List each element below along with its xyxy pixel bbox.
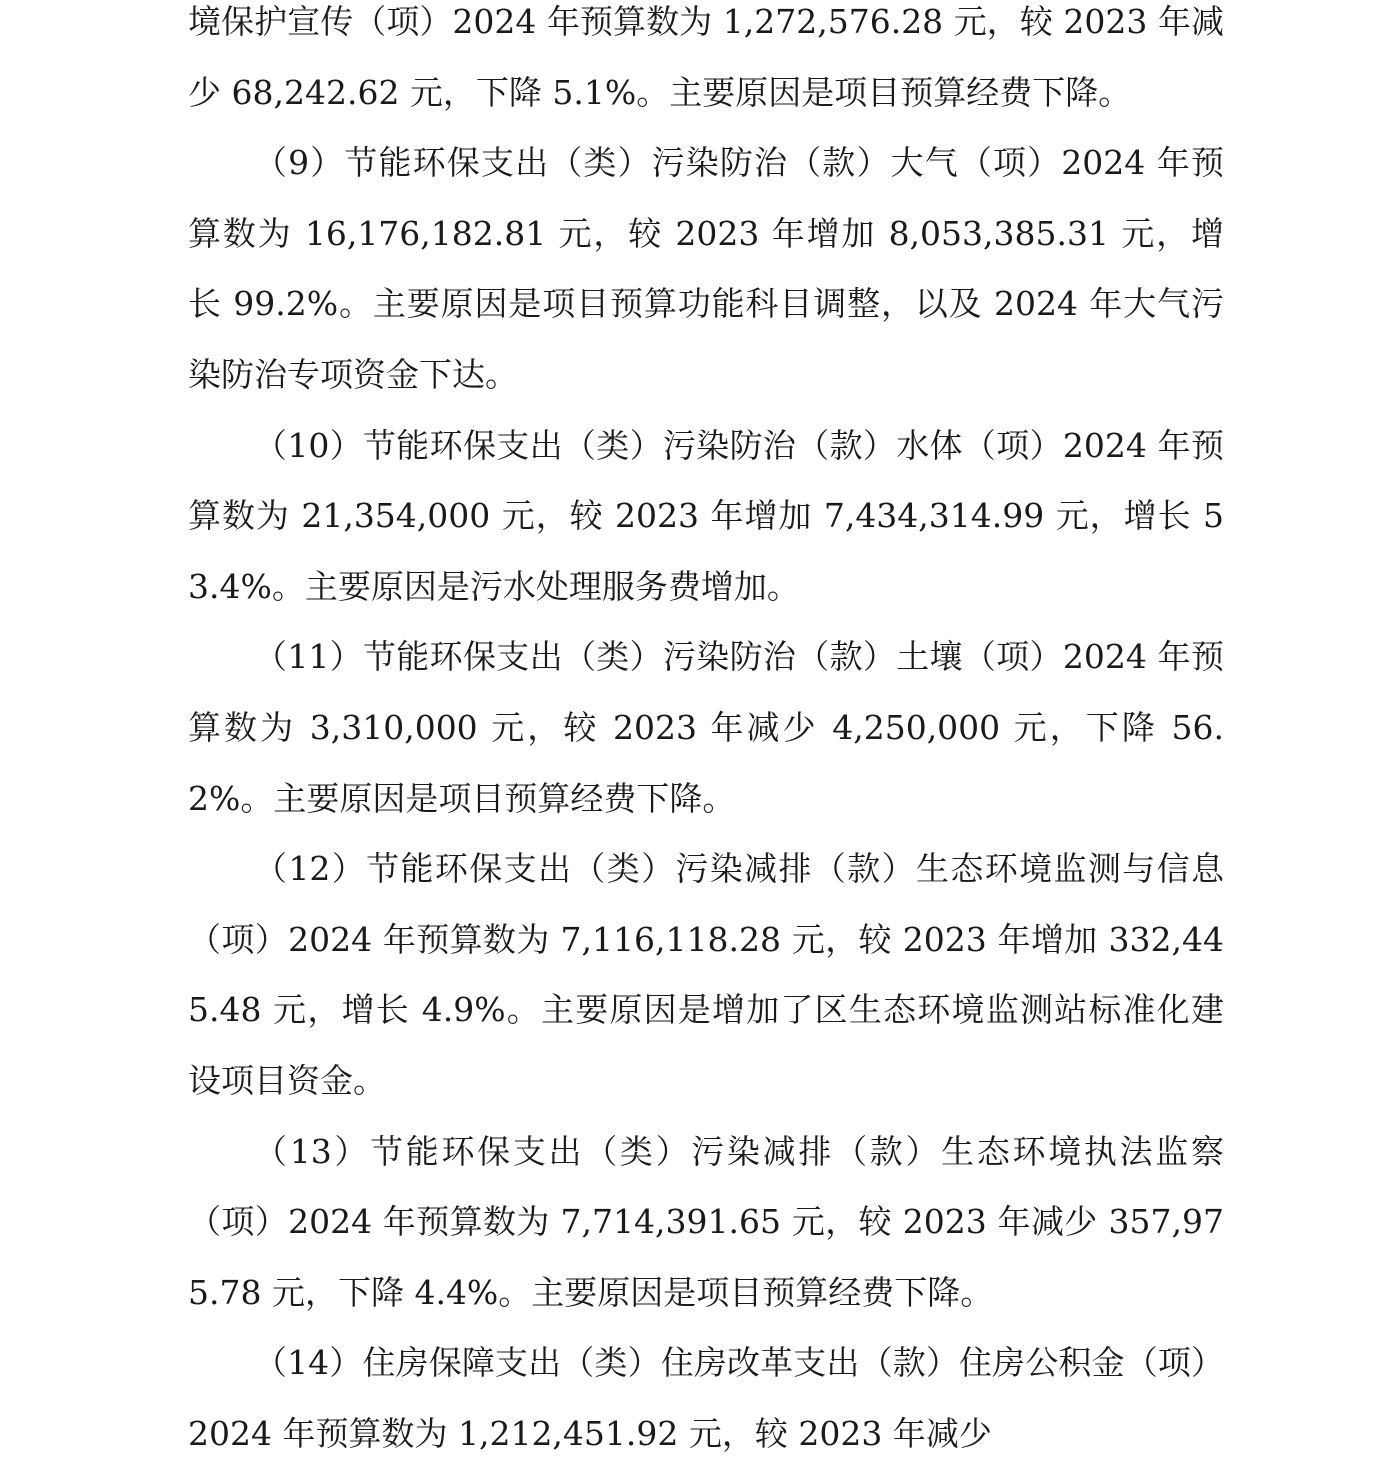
paragraph-item-14: （14）住房保障支出（类）住房改革支出（款）住房公积金（项）2024 年预算数为 1,212,451.92 元，较 2023 年减少 <box>188 1343 1224 1453</box>
document-body <box>188 0 1224 1458</box>
paragraph-item-11: （11）节能环保支出（类）污染防治（款）土壤（项）2024 年预算数为 3,310,000 元，较 2023 年减少 4,250,000 元，下降 56.2%。主要原因是项目预算经费下降。 <box>188 637 1224 818</box>
document-page <box>188 0 1224 1458</box>
paragraph-item-13: （13）节能环保支出（类）污染减排（款）生态环境执法监察（项）2024 年预算数为 7,714,391.65 元，较 2023 年减少 357,975.78 元，下降 4.4%。主要原因是项目预算经费下降。 <box>188 1131 1224 1312</box>
paragraph-item-9: （9）节能环保支出（类）污染防治（款）大气（项）2024 年预算数为 16,176,182.81 元，较 2023 年增加 8,053,385.31 元，增长 99.2%。主要原因是项目预算功能科目调整，以及 2024 年大气污染防治专项资金下达。 <box>188 143 1224 394</box>
paragraph-item-12: （12）节能环保支出（类）污染减排（款）生态环境监测与信息（项）2024 年预算数为 7,116,118.28 元，较 2023 年增加 332,445.48 元，增长 4.9%。主要原因是增加了区生态环境监测站标准化建设项目资金。 <box>188 849 1224 1100</box>
paragraph-continued: 境保护宣传（项）2024 年预算数为 1,272,576.28 元，较 2023 年减少 68,242.62 元，下降 5.1%。主要原因是项目预算经费下降。 <box>188 2 1224 112</box>
paragraph-item-10: （10）节能环保支出（类）污染防治（款）水体（项）2024 年预算数为 21,354,000 元，较 2023 年增加 7,434,314.99 元，增长 53.4%。主要原因是污水处理服务费增加。 <box>188 425 1224 606</box>
